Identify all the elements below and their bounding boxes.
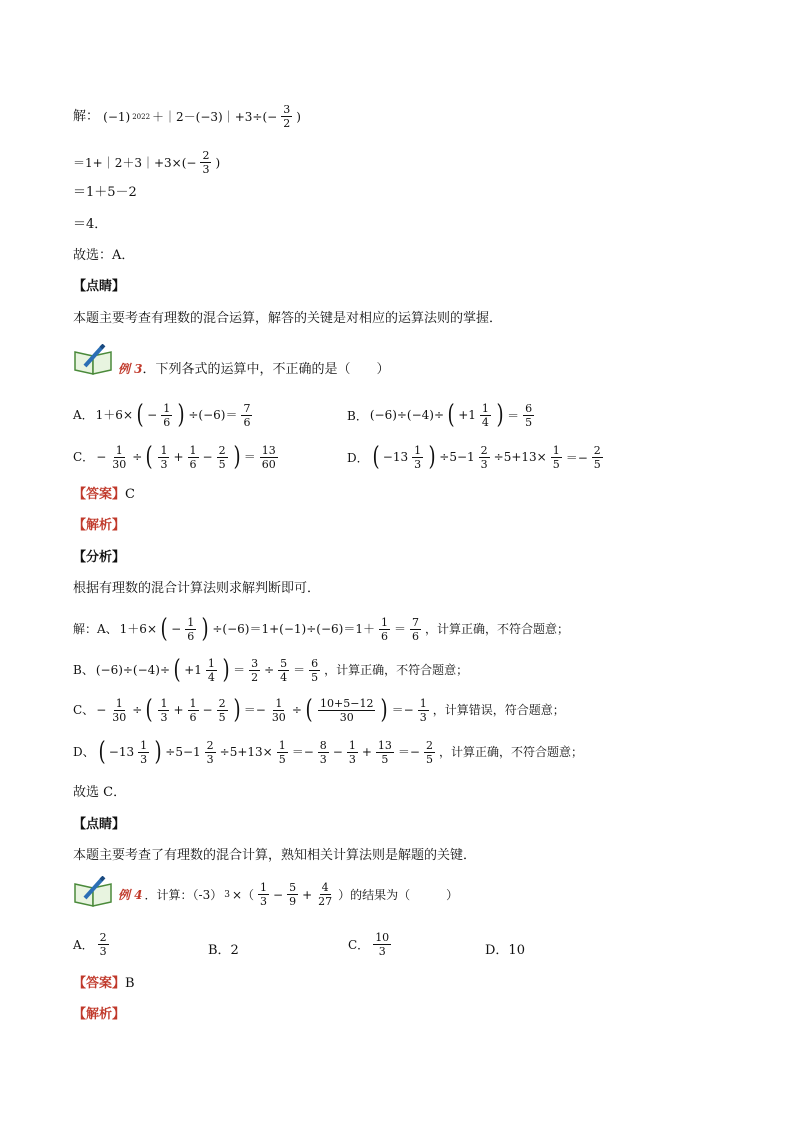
solution-d: D、 ( −13 $\frac{1}{3}$ ) ÷5−1 $\frac{2}{3}$ ÷5+13× $\frac{1}{5}$ ＝− $\frac{8}{3}$ − $\frac{1}{3}$ + $\frac{13}{5}$ ＝− $\frac{2}{5}$ ，计算正确，不符合题意； [73,737,583,767]
option-c: C． − $\frac{1}{30}$ ÷ ( $\frac{1}{3}$ + $\frac{1}{6}$ − $\frac{2}{5}$ ) ＝ $\frac{13}{60}$ [73,442,276,472]
option-a: A． 1＋6× ( − $\frac{1}{6}$ ) ÷(−6)＝ $\frac{7}{6}$ [73,400,251,430]
example-3-question: 例 3．下列各式的运算中，不正确的是（ ） [118,362,390,377]
solution-a: 解：A、 1＋6× ( − $\frac{1}{6}$ ) ÷(−6)＝1+(−1)÷(−6)＝1＋ $\frac{1}{6}$ ＝ $\frac{7}{6}$ ，计算正确，不符合题意； [73,614,569,644]
choice-line: 故选：A． [73,248,135,263]
fenxi-text: 根据有理数的混合计算法则求解判断即可． [73,581,321,596]
ex4-option-a: A． $\frac{2}{3}$ [73,931,107,958]
solution-line-4: ＝4． [73,217,108,232]
answer-line: 【答案】C [73,487,135,502]
analysis-label: 【解析】 [73,518,126,533]
option-b: B． (−6)÷(−4)÷ ( +1 $\frac{1}{4}$ ) ＝ $\frac{6}{5}$ [347,400,533,430]
example-4-question: 例 4 ．计算：（-3） 3 ×（ $\frac{1}{3}$ − $\frac{5}{9}$ + $\frac{4}{27}$ ）的结果为（ ） [118,881,459,908]
choose-line: 故选 C． [73,785,127,800]
ex4-option-b: B．2 [208,943,239,958]
solution-line-3: ＝1＋5－2 [73,185,137,200]
solution-b: B、 (−6)÷(−4)÷ ( +1 $\frac{1}{4}$ ) ＝ $\frac{3}{2}$ ÷ $\frac{5}{4}$ ＝ $\frac{6}{5}$ ，计算正确，不符合题意； [73,655,469,685]
comment-label: 【点睛】 [73,279,126,294]
comment-text: 本题主要考查有理数的混合运算，解答的关键是对相应的运算法则的掌握． [73,311,503,326]
ex4-analysis-label: 【解析】 [73,1007,126,1022]
solution-c: C、 − $\frac{1}{30}$ ÷ ( $\frac{1}{3}$ + $\frac{1}{6}$ − $\frac{2}{5}$ ) ＝− $\frac{1}{30}$ ÷ ( $\frac{10+5-12}{30}$ ) ＝− $\frac{1}{3}$ ，计算错误，符合题意； [73,695,565,725]
solution-line-1: 解： (−1) 2022 ＋｜2－(−3)｜+3÷(− $\frac{3}{2}$ ) [73,103,301,130]
book-pencil-icon [73,344,115,374]
ex4-option-d: D．10 [485,943,525,958]
solution-line-2: ＝1+｜2＋3｜+3×(− $\frac{2}{3}$ ) [73,149,221,176]
math-expression: (−1) 2022 ＋｜2－(−3)｜+3÷(− $\frac{3}{2}$ ) [103,103,301,130]
ex4-answer-line: 【答案】B [73,976,135,991]
fenxi-label: 【分析】 [73,550,126,565]
book-pencil-icon [73,876,115,906]
ex4-option-c: C． $\frac{10}{3}$ [348,931,390,958]
option-d: D． ( −13 $\frac{1}{3}$ ) ÷5−1 $\frac{2}{3}$ ÷5+13× $\frac{1}{5}$ ＝− $\frac{2}{5}$ [347,442,601,472]
comment-label-2: 【点睛】 [73,817,126,832]
comment-text-2: 本题主要考查了有理数的混合计算，熟知相关计算法则是解题的关键． [73,848,477,863]
